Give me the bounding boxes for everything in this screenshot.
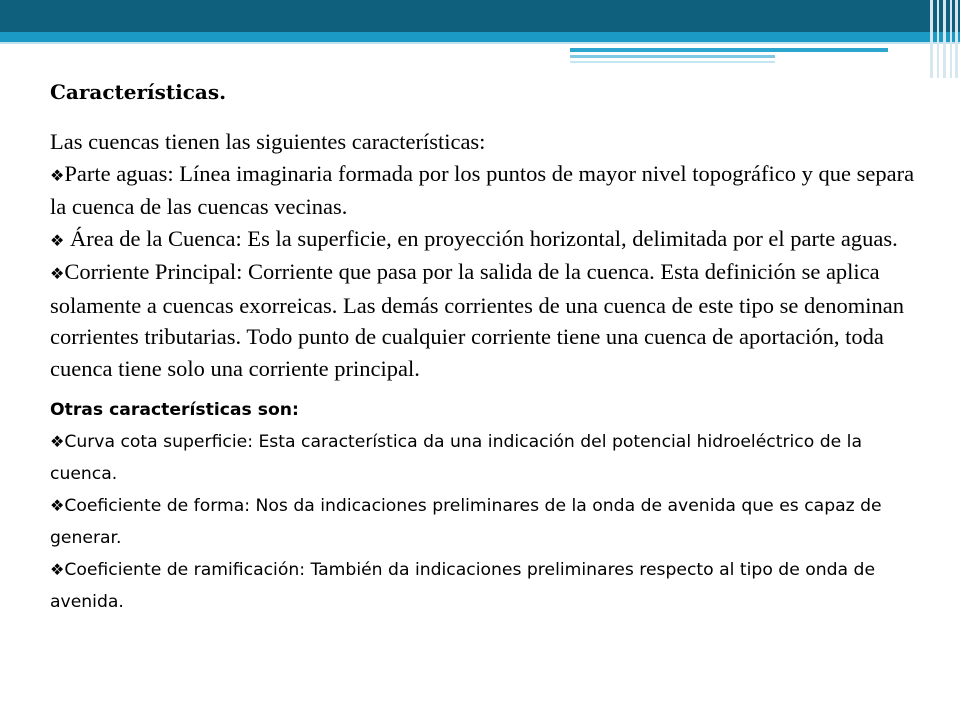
header-band-dark xyxy=(0,0,960,32)
characteristics-list xyxy=(50,126,930,384)
header-accent-line xyxy=(570,55,775,58)
diamond-bullet-icon: ❖ xyxy=(50,165,65,185)
list-item: ❖Curva cota superficie: Esta característica da una indicación del potencial hidroeléctrico de la cuenca. xyxy=(50,432,862,484)
diamond-bullet-icon: ❖ xyxy=(50,560,65,579)
header-accent-line xyxy=(570,48,888,52)
section-heading: Otras características son: xyxy=(50,400,299,420)
slide-content xyxy=(50,78,930,618)
list-item: ❖Coeficiente de forma: Nos da indicaciones preliminares de la onda de avenida que es capaz de generar. xyxy=(50,496,882,548)
other-characteristics-list xyxy=(50,394,930,618)
header-band-light xyxy=(0,32,960,42)
diamond-bullet-icon: ❖ xyxy=(50,432,65,451)
list-item: ❖Coeficiente de ramificación: También da indicaciones preliminares respecto al tipo de onda de avenida. xyxy=(50,560,876,612)
slide-title: Características. xyxy=(50,80,227,104)
list-item: ❖Corriente Principal: Corriente que pasa por la salida de la cuenca. Esta definición se aplica solamente a cuencas exorreicas. Las demás corrientes de una cuenca de este tipo se denominan corrientes tributarias. Todo punto de cualquier corriente tiene una cuenca de aportación, toda cuenca tiene solo una corriente principal. xyxy=(50,259,905,381)
list-item: ❖ Área de la Cuenca: Es la superficie, en proyección horizontal, delimitada por el parte aguas. xyxy=(50,225,898,251)
diamond-bullet-icon: ❖ xyxy=(50,264,65,283)
intro-text: Las cuencas tienen las siguientes características: xyxy=(50,129,486,154)
diamond-bullet-icon: ❖ xyxy=(50,496,65,515)
header-accent-line xyxy=(570,61,775,63)
decorative-vertical-bars xyxy=(928,0,960,78)
list-item: ❖Parte aguas: Línea imaginaria formada por los puntos de mayor nivel topográfico y que separa la cuenca de las cuencas vecinas. xyxy=(50,160,915,219)
diamond-bullet-icon: ❖ xyxy=(50,230,65,250)
header-divider xyxy=(0,42,960,44)
